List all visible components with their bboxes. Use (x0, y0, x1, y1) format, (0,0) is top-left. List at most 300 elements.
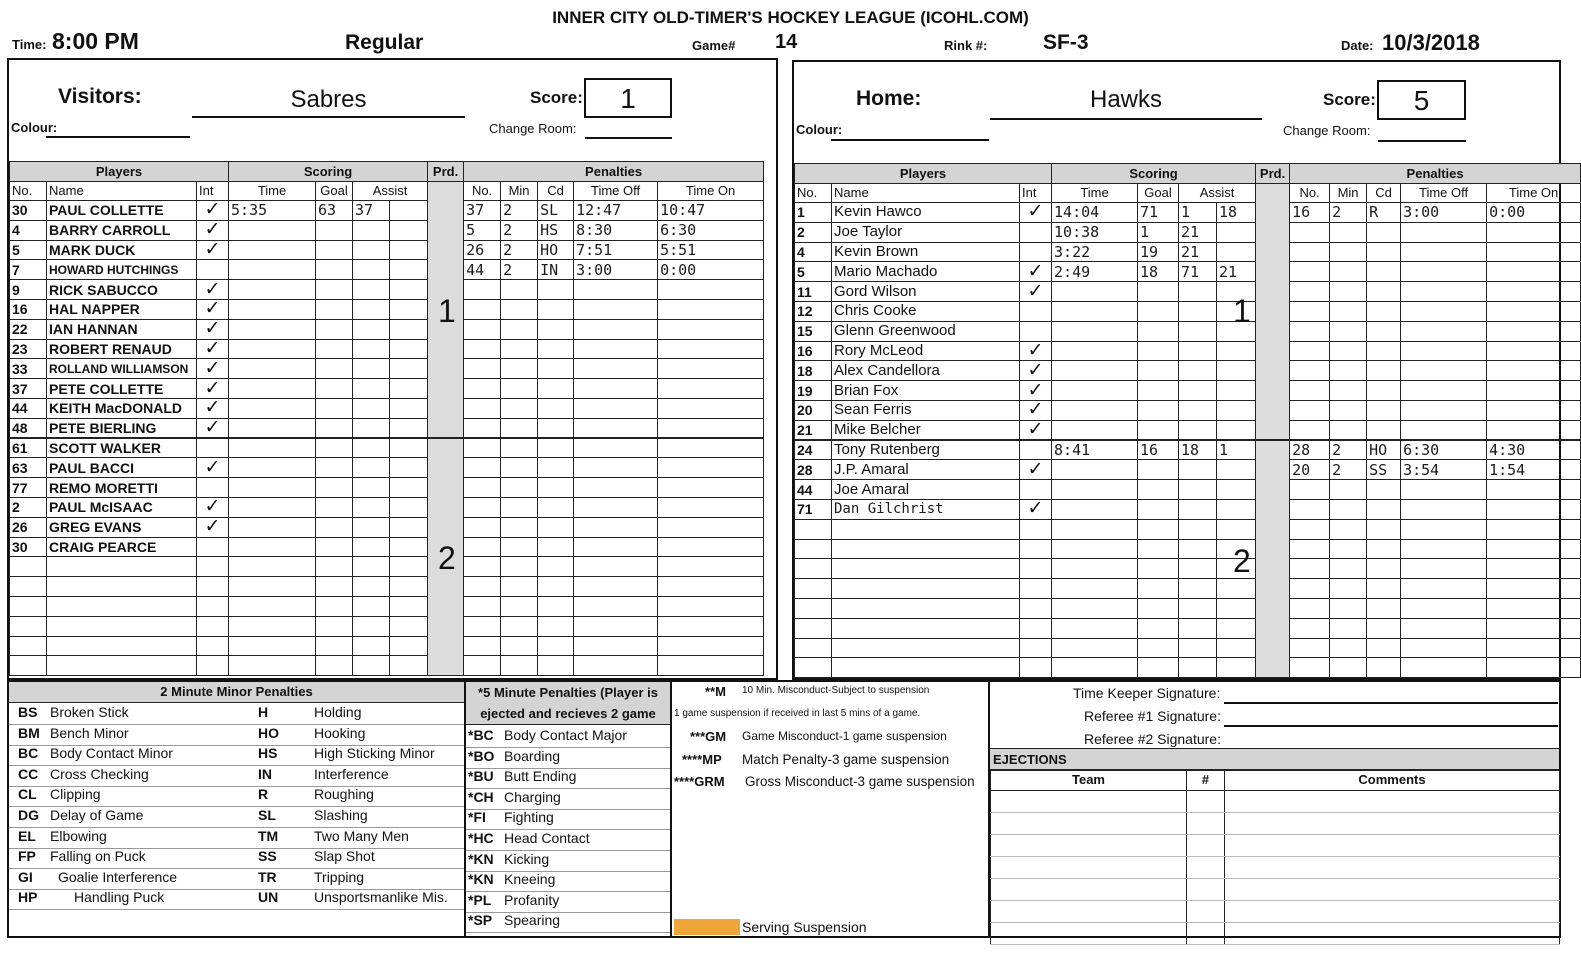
visitors-scoring-cell[interactable] (316, 359, 353, 379)
visitors-scoring-cell[interactable] (316, 478, 353, 498)
home-penalty-cell[interactable] (1367, 361, 1401, 381)
visitors-penalty-cell[interactable] (658, 537, 764, 557)
visitors-penalty-cell[interactable]: 5:51 (658, 240, 764, 260)
home-scoring-cell[interactable] (1179, 400, 1217, 420)
visitors-scoring-cell[interactable] (390, 458, 428, 478)
home-penalty-cell[interactable]: 0:00 (1487, 203, 1581, 223)
home-scoring-cell[interactable] (1179, 282, 1217, 302)
visitors-scoring-cell[interactable] (229, 636, 316, 656)
visitors-player-int-check[interactable] (197, 656, 229, 676)
visitors-penalty-cell[interactable]: 12:47 (574, 201, 658, 221)
home-penalty-cell[interactable] (1330, 658, 1367, 678)
home-penalty-cell[interactable] (1290, 381, 1330, 401)
home-penalty-cell[interactable] (1487, 598, 1581, 618)
visitors-penalty-cell[interactable] (538, 379, 574, 399)
ejection-cell[interactable] (991, 878, 1187, 900)
ejection-cell[interactable] (1187, 790, 1225, 812)
visitors-penalty-cell[interactable] (658, 379, 764, 399)
home-penalty-cell[interactable] (1330, 499, 1367, 519)
home-player-int-check[interactable]: ✓ (1020, 381, 1052, 401)
home-penalty-cell[interactable] (1290, 341, 1330, 361)
visitors-penalty-cell[interactable] (464, 280, 501, 300)
visitors-penalty-cell[interactable] (538, 339, 574, 359)
home-penalty-cell[interactable] (1290, 539, 1330, 559)
home-scoring-cell[interactable] (1052, 579, 1138, 599)
visitors-penalty-cell[interactable]: IN (538, 260, 574, 280)
home-player-int-check[interactable] (1020, 598, 1052, 618)
visitors-player-int-check[interactable]: ✓ (197, 418, 229, 438)
visitors-scoring-cell[interactable] (229, 438, 316, 458)
visitors-penalty-cell[interactable] (574, 280, 658, 300)
home-penalty-cell[interactable] (1401, 519, 1487, 539)
home-penalty-cell[interactable] (1367, 559, 1401, 579)
home-penalty-cell[interactable] (1330, 559, 1367, 579)
visitors-penalty-cell[interactable] (658, 478, 764, 498)
visitors-penalty-cell[interactable] (501, 299, 538, 319)
visitors-penalty-cell[interactable] (658, 398, 764, 418)
visitors-penalty-cell[interactable]: 3:00 (574, 260, 658, 280)
home-penalty-cell[interactable] (1367, 499, 1401, 519)
visitors-penalty-cell[interactable] (464, 339, 501, 359)
home-penalty-cell[interactable] (1401, 658, 1487, 678)
visitors-scoring-cell[interactable] (390, 636, 428, 656)
home-penalty-cell[interactable] (1330, 282, 1367, 302)
timekeeper-signature-line[interactable] (1224, 702, 1558, 704)
home-scoring-cell[interactable]: 21 (1179, 242, 1217, 262)
visitors-penalty-cell[interactable] (501, 280, 538, 300)
visitors-scoring-cell[interactable] (353, 537, 390, 557)
home-penalty-cell[interactable] (1367, 341, 1401, 361)
visitors-scoring-cell[interactable] (229, 497, 316, 517)
home-penalty-cell[interactable] (1401, 618, 1487, 638)
visitors-penalty-cell[interactable] (501, 319, 538, 339)
home-penalty-cell[interactable] (1290, 638, 1330, 658)
home-penalty-cell[interactable] (1330, 539, 1367, 559)
home-penalty-cell[interactable] (1290, 559, 1330, 579)
visitors-scoring-cell[interactable] (390, 418, 428, 438)
visitors-scoring-cell[interactable] (390, 319, 428, 339)
home-scoring-cell[interactable] (1138, 499, 1179, 519)
visitors-player-int-check[interactable] (197, 577, 229, 597)
visitors-penalty-cell[interactable] (574, 339, 658, 359)
visitors-penalty-cell[interactable] (658, 596, 764, 616)
visitors-scoring-cell[interactable] (353, 438, 390, 458)
home-player-int-check[interactable] (1020, 321, 1052, 341)
visitors-scoring-cell[interactable]: 37 (353, 201, 390, 221)
visitors-penalty-cell[interactable] (464, 379, 501, 399)
visitors-penalty-cell[interactable] (501, 577, 538, 597)
home-penalty-cell[interactable]: 3:54 (1401, 460, 1487, 480)
visitors-penalty-cell[interactable]: 10:47 (658, 201, 764, 221)
visitors-scoring-cell[interactable] (390, 299, 428, 319)
home-penalty-cell[interactable]: 20 (1290, 460, 1330, 480)
home-scoring-cell[interactable]: 10:38 (1052, 222, 1138, 242)
visitors-penalty-cell[interactable] (464, 596, 501, 616)
visitors-penalty-cell[interactable] (574, 478, 658, 498)
home-scoring-cell[interactable]: 18 (1217, 203, 1256, 223)
home-player-int-check[interactable] (1020, 658, 1052, 678)
visitors-scoring-cell[interactable] (229, 557, 316, 577)
visitors-penalty-cell[interactable]: 6:30 (658, 220, 764, 240)
visitors-penalty-cell[interactable] (574, 656, 658, 676)
home-penalty-cell[interactable]: 1:54 (1487, 460, 1581, 480)
home-player-int-check[interactable] (1020, 301, 1052, 321)
visitors-penalty-cell[interactable] (501, 438, 538, 458)
home-scoring-cell[interactable] (1052, 539, 1138, 559)
home-penalty-cell[interactable]: HO (1367, 440, 1401, 460)
visitors-scoring-cell[interactable]: 63 (316, 201, 353, 221)
ejection-cell[interactable] (1225, 900, 1560, 922)
home-penalty-cell[interactable]: 2 (1330, 460, 1367, 480)
home-scoring-cell[interactable] (1217, 341, 1256, 361)
home-player-int-check[interactable]: ✓ (1020, 262, 1052, 282)
visitors-penalty-cell[interactable] (538, 497, 574, 517)
visitors-scoring-cell[interactable] (316, 220, 353, 240)
visitors-penalty-cell[interactable] (501, 379, 538, 399)
visitors-penalty-cell[interactable] (501, 339, 538, 359)
visitors-player-int-check[interactable]: ✓ (197, 458, 229, 478)
visitors-scoring-cell[interactable] (390, 220, 428, 240)
visitors-scoring-cell[interactable] (353, 656, 390, 676)
home-player-int-check[interactable] (1020, 559, 1052, 579)
visitors-scoring-cell[interactable] (316, 260, 353, 280)
visitors-scoring-cell[interactable] (390, 260, 428, 280)
visitors-scoring-cell[interactable] (353, 280, 390, 300)
visitors-scoring-cell[interactable] (353, 299, 390, 319)
home-scoring-cell[interactable] (1052, 400, 1138, 420)
home-penalty-cell[interactable] (1290, 618, 1330, 638)
visitors-scoring-cell[interactable] (390, 596, 428, 616)
home-penalty-cell[interactable] (1290, 658, 1330, 678)
visitors-penalty-cell[interactable] (538, 557, 574, 577)
home-scoring-cell[interactable]: 1 (1138, 222, 1179, 242)
visitors-penalty-cell[interactable] (464, 616, 501, 636)
visitors-scoring-cell[interactable] (353, 260, 390, 280)
visitors-penalty-cell[interactable] (574, 537, 658, 557)
visitors-penalty-cell[interactable] (658, 359, 764, 379)
ejection-cell[interactable] (1187, 834, 1225, 856)
home-penalty-cell[interactable] (1367, 282, 1401, 302)
home-player-int-check[interactable]: ✓ (1020, 361, 1052, 381)
visitors-penalty-cell[interactable]: 5 (464, 220, 501, 240)
home-penalty-cell[interactable] (1330, 381, 1367, 401)
home-penalty-cell[interactable] (1330, 222, 1367, 242)
visitors-scoring-cell[interactable] (353, 557, 390, 577)
home-scoring-cell[interactable]: 3:22 (1052, 242, 1138, 262)
home-penalty-cell[interactable] (1330, 361, 1367, 381)
home-penalty-cell[interactable] (1367, 301, 1401, 321)
home-scoring-cell[interactable] (1052, 341, 1138, 361)
home-penalty-cell[interactable] (1487, 499, 1581, 519)
home-penalty-cell[interactable] (1401, 301, 1487, 321)
home-penalty-cell[interactable] (1330, 400, 1367, 420)
visitors-scoring-cell[interactable] (353, 478, 390, 498)
home-scoring-cell[interactable] (1217, 361, 1256, 381)
home-scoring-cell[interactable] (1138, 480, 1179, 500)
home-scoring-cell[interactable] (1138, 598, 1179, 618)
visitors-penalty-cell[interactable] (501, 596, 538, 616)
home-penalty-cell[interactable] (1401, 539, 1487, 559)
home-penalty-cell[interactable] (1290, 361, 1330, 381)
home-player-int-check[interactable] (1020, 440, 1052, 460)
home-penalty-cell[interactable] (1367, 658, 1401, 678)
home-penalty-cell[interactable] (1330, 262, 1367, 282)
visitors-scoring-cell[interactable] (353, 398, 390, 418)
visitors-player-int-check[interactable]: ✓ (197, 201, 229, 221)
visitors-penalty-cell[interactable] (464, 458, 501, 478)
visitors-scoring-cell[interactable] (229, 616, 316, 636)
visitors-penalty-cell[interactable] (464, 299, 501, 319)
visitors-scoring-cell[interactable] (390, 517, 428, 537)
home-scoring-cell[interactable] (1052, 301, 1138, 321)
visitors-scoring-cell[interactable] (390, 616, 428, 636)
home-player-int-check[interactable]: ✓ (1020, 420, 1052, 440)
visitors-player-int-check[interactable] (197, 478, 229, 498)
visitors-scoring-cell[interactable] (353, 497, 390, 517)
home-penalty-cell[interactable]: 16 (1290, 203, 1330, 223)
home-player-int-check[interactable] (1020, 539, 1052, 559)
home-penalty-cell[interactable] (1487, 361, 1581, 381)
visitors-scoring-cell[interactable] (316, 517, 353, 537)
home-scoring-cell[interactable] (1179, 480, 1217, 500)
visitors-penalty-cell[interactable] (464, 497, 501, 517)
visitors-scoring-cell[interactable] (229, 379, 316, 399)
home-scoring-cell[interactable] (1138, 559, 1179, 579)
home-penalty-cell[interactable] (1290, 262, 1330, 282)
home-penalty-cell[interactable] (1290, 519, 1330, 539)
visitors-scoring-cell[interactable] (229, 458, 316, 478)
home-scoring-cell[interactable]: 18 (1138, 262, 1179, 282)
visitors-scoring-cell[interactable] (316, 656, 353, 676)
visitors-penalty-cell[interactable] (574, 458, 658, 478)
ejection-cell[interactable] (1225, 812, 1560, 834)
visitors-scoring-cell[interactable] (316, 636, 353, 656)
home-player-int-check[interactable]: ✓ (1020, 460, 1052, 480)
visitors-penalty-cell[interactable] (538, 596, 574, 616)
visitors-scoring-cell[interactable] (390, 537, 428, 557)
home-penalty-cell[interactable] (1401, 282, 1487, 302)
visitors-player-int-check[interactable]: ✓ (197, 359, 229, 379)
ejection-cell[interactable] (1225, 922, 1560, 944)
home-penalty-cell[interactable] (1487, 638, 1581, 658)
visitors-player-int-check[interactable]: ✓ (197, 319, 229, 339)
home-scoring-cell[interactable] (1179, 499, 1217, 519)
visitors-penalty-cell[interactable] (658, 577, 764, 597)
visitors-penalty-cell[interactable] (574, 418, 658, 438)
visitors-scoring-cell[interactable] (390, 398, 428, 418)
visitors-penalty-cell[interactable] (538, 438, 574, 458)
ejection-cell[interactable] (991, 812, 1187, 834)
home-penalty-cell[interactable] (1401, 480, 1487, 500)
home-scoring-cell[interactable] (1138, 519, 1179, 539)
visitors-penalty-cell[interactable] (574, 497, 658, 517)
home-scoring-cell[interactable] (1179, 579, 1217, 599)
home-penalty-cell[interactable]: R (1367, 203, 1401, 223)
visitors-player-int-check[interactable]: ✓ (197, 280, 229, 300)
ejection-cell[interactable] (1187, 812, 1225, 834)
home-penalty-cell[interactable]: SS (1367, 460, 1401, 480)
visitors-penalty-cell[interactable]: 44 (464, 260, 501, 280)
home-penalty-cell[interactable] (1487, 381, 1581, 401)
home-scoring-cell[interactable] (1052, 460, 1138, 480)
visitors-penalty-cell[interactable] (658, 616, 764, 636)
home-scoring-cell[interactable] (1217, 618, 1256, 638)
home-scoring-cell[interactable] (1217, 460, 1256, 480)
visitors-player-int-check[interactable]: ✓ (197, 299, 229, 319)
visitors-penalty-cell[interactable] (464, 398, 501, 418)
home-penalty-cell[interactable] (1367, 420, 1401, 440)
visitors-scoring-cell[interactable] (353, 458, 390, 478)
home-scoring-cell[interactable] (1138, 381, 1179, 401)
home-penalty-cell[interactable] (1487, 420, 1581, 440)
home-penalty-cell[interactable] (1290, 400, 1330, 420)
visitors-scoring-cell[interactable] (316, 319, 353, 339)
visitors-scoring-cell[interactable] (390, 201, 428, 221)
home-scoring-cell[interactable] (1052, 618, 1138, 638)
visitors-penalty-cell[interactable] (658, 517, 764, 537)
home-penalty-cell[interactable] (1487, 519, 1581, 539)
home-penalty-cell[interactable] (1367, 519, 1401, 539)
visitors-penalty-cell[interactable] (501, 458, 538, 478)
visitors-penalty-cell[interactable] (538, 280, 574, 300)
visitors-scoring-cell[interactable] (390, 240, 428, 260)
home-scoring-cell[interactable] (1052, 559, 1138, 579)
home-penalty-cell[interactable] (1487, 301, 1581, 321)
home-player-int-check[interactable]: ✓ (1020, 499, 1052, 519)
home-scoring-cell[interactable]: 21 (1179, 222, 1217, 242)
visitors-player-int-check[interactable] (197, 260, 229, 280)
home-scoring-cell[interactable] (1217, 519, 1256, 539)
visitors-penalty-cell[interactable] (538, 517, 574, 537)
visitors-penalty-cell[interactable] (464, 359, 501, 379)
visitors-penalty-cell[interactable] (464, 636, 501, 656)
visitors-scoring-cell[interactable] (316, 280, 353, 300)
home-penalty-cell[interactable] (1290, 321, 1330, 341)
home-penalty-cell[interactable] (1367, 539, 1401, 559)
home-scoring-cell[interactable] (1217, 598, 1256, 618)
visitors-penalty-cell[interactable] (574, 398, 658, 418)
home-player-int-check[interactable]: ✓ (1020, 282, 1052, 302)
home-scoring-cell[interactable] (1217, 381, 1256, 401)
home-scoring-cell[interactable] (1217, 480, 1256, 500)
home-scoring-cell[interactable] (1217, 499, 1256, 519)
home-penalty-cell[interactable] (1487, 539, 1581, 559)
home-penalty-cell[interactable] (1290, 420, 1330, 440)
visitors-scoring-cell[interactable] (316, 577, 353, 597)
ejection-cell[interactable] (1225, 834, 1560, 856)
visitors-penalty-cell[interactable] (464, 438, 501, 458)
visitors-scoring-cell[interactable] (229, 537, 316, 557)
home-scoring-cell[interactable] (1217, 420, 1256, 440)
home-penalty-cell[interactable] (1401, 222, 1487, 242)
home-penalty-cell[interactable] (1330, 579, 1367, 599)
visitors-penalty-cell[interactable] (538, 636, 574, 656)
visitors-penalty-cell[interactable] (538, 398, 574, 418)
visitors-scoring-cell[interactable] (229, 656, 316, 676)
visitors-player-int-check[interactable]: ✓ (197, 220, 229, 240)
visitors-scoring-cell[interactable] (390, 656, 428, 676)
home-penalty-cell[interactable]: 2 (1330, 440, 1367, 460)
visitors-scoring-cell[interactable]: 5:35 (229, 201, 316, 221)
home-scoring-cell[interactable]: 16 (1138, 440, 1179, 460)
home-penalty-cell[interactable]: 28 (1290, 440, 1330, 460)
home-scoring-cell[interactable] (1179, 301, 1217, 321)
home-penalty-cell[interactable] (1487, 222, 1581, 242)
visitors-penalty-cell[interactable] (501, 636, 538, 656)
visitors-penalty-cell[interactable] (538, 537, 574, 557)
visitors-scoring-cell[interactable] (316, 557, 353, 577)
home-scoring-cell[interactable] (1138, 420, 1179, 440)
home-scoring-cell[interactable] (1052, 519, 1138, 539)
visitors-penalty-cell[interactable]: SL (538, 201, 574, 221)
visitors-penalty-cell[interactable] (538, 418, 574, 438)
home-penalty-cell[interactable] (1401, 400, 1487, 420)
visitors-penalty-cell[interactable] (658, 656, 764, 676)
visitors-penalty-cell[interactable]: 37 (464, 201, 501, 221)
ejection-cell[interactable] (1225, 790, 1560, 812)
visitors-penalty-cell[interactable] (574, 596, 658, 616)
home-penalty-cell[interactable] (1367, 381, 1401, 401)
home-scoring-cell[interactable]: 19 (1138, 242, 1179, 262)
home-penalty-cell[interactable] (1367, 321, 1401, 341)
home-penalty-cell[interactable] (1330, 321, 1367, 341)
visitors-penalty-cell[interactable] (658, 458, 764, 478)
home-penalty-cell[interactable] (1330, 480, 1367, 500)
visitors-scoring-cell[interactable] (353, 596, 390, 616)
visitors-penalty-cell[interactable] (574, 319, 658, 339)
visitors-scoring-cell[interactable] (353, 577, 390, 597)
visitors-scoring-cell[interactable] (390, 280, 428, 300)
home-scoring-cell[interactable] (1052, 499, 1138, 519)
home-scoring-cell[interactable] (1138, 400, 1179, 420)
visitors-scoring-cell[interactable] (229, 398, 316, 418)
home-scoring-cell[interactable] (1179, 559, 1217, 579)
home-penalty-cell[interactable] (1401, 321, 1487, 341)
visitors-penalty-cell[interactable]: 7:51 (574, 240, 658, 260)
visitors-player-int-check[interactable] (197, 537, 229, 557)
visitors-scoring-cell[interactable] (316, 616, 353, 636)
home-penalty-cell[interactable] (1487, 341, 1581, 361)
visitors-penalty-cell[interactable] (464, 557, 501, 577)
visitors-scoring-cell[interactable] (390, 478, 428, 498)
home-penalty-cell[interactable] (1487, 321, 1581, 341)
home-penalty-cell[interactable] (1487, 579, 1581, 599)
visitors-scoring-cell[interactable] (316, 339, 353, 359)
visitors-penalty-cell[interactable]: 8:30 (574, 220, 658, 240)
visitors-penalty-cell[interactable] (501, 478, 538, 498)
ejection-cell[interactable] (991, 900, 1187, 922)
home-penalty-cell[interactable] (1401, 559, 1487, 579)
home-player-int-check[interactable]: ✓ (1020, 203, 1052, 223)
visitors-scoring-cell[interactable] (229, 577, 316, 597)
home-scoring-cell[interactable] (1052, 638, 1138, 658)
visitors-penalty-cell[interactable] (574, 359, 658, 379)
visitors-penalty-cell[interactable] (464, 517, 501, 537)
home-scoring-cell[interactable] (1217, 638, 1256, 658)
home-penalty-cell[interactable] (1330, 519, 1367, 539)
visitors-penalty-cell[interactable] (501, 517, 538, 537)
visitors-penalty-cell[interactable] (538, 319, 574, 339)
visitors-penalty-cell[interactable] (658, 438, 764, 458)
visitors-scoring-cell[interactable] (229, 319, 316, 339)
home-scoring-cell[interactable] (1179, 519, 1217, 539)
visitors-penalty-cell[interactable]: 2 (501, 220, 538, 240)
home-penalty-cell[interactable] (1367, 480, 1401, 500)
visitors-scoring-cell[interactable] (353, 319, 390, 339)
visitors-scoring-cell[interactable] (390, 438, 428, 458)
home-penalty-cell[interactable] (1367, 400, 1401, 420)
home-penalty-cell[interactable] (1367, 262, 1401, 282)
